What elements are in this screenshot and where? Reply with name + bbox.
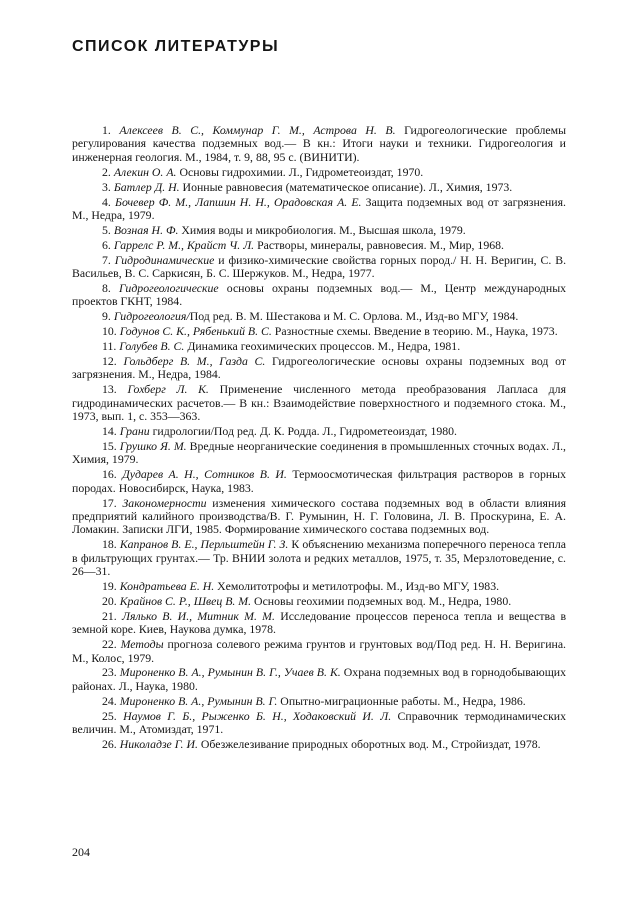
- reference-item: 14. Грани гидрологии/Под ред. Д. К. Родда. Л., Гидрометеоиздат, 1980.: [102, 424, 458, 439]
- reference-item: 9. Гидрогеология/Под ред. В. М. Шестакова и М. С. Орлова. М., Изд-во МГУ, 1984.: [102, 309, 519, 324]
- reference-item: 7. Гидродинамические и физико-химические свойства горных пород./ Н. Н. Веригин, С. В. Васильев, В. С. Саркисян, Б. С. Шержуков. М., Недра, 1977.: [72, 252, 567, 281]
- page-number: 204: [72, 845, 90, 859]
- reference-item: 19. Кондратьева Е. Н. Хемолитотрофы и метилотрофы. М., Изд-во МГУ, 1983.: [102, 579, 500, 593]
- reference-item: 2. Алекин О. А. Основы гидрохимии. Л., Гидрометеоиздат, 1970.: [102, 164, 424, 179]
- reference-item: 25. Наумов Г. Б., Рыженко Б. Н., Ходаковский И. Л. Справочник термодинамических величин. М., Атомиздат, 1971.: [72, 708, 567, 737]
- reference-item: 15. Грушко Я. М. Вредные неорганические соединения в промышленных сточных водах. Л., Химия, 1979.: [72, 438, 566, 467]
- reference-item: 3. Батлер Д. Н. Ионные равновесия (математическое описание). Л., Химия, 1973.: [102, 179, 513, 194]
- reference-item: 23. Мироненко В. А., Румынин В. Г., Учаев В. К. Охрана подземных вод в горнодобывающих районах. Л., Наука, 1980.: [72, 665, 566, 693]
- reference-list: [72, 124, 566, 753]
- page-title: СПИСОК ЛИТЕРАТУРЫ: [72, 38, 280, 55]
- reference-item: 4. Бочевер Ф. М., Лапшин Н. Н., Орадовская А. Е. Защита подземных вод от загрязнения. М., Недра, 1979.: [72, 194, 566, 222]
- reference-item: 22. Методы прогноза солевого режима грунтов и грунтовых вод/Под ред. Н. Н. Веригина. М., Колос, 1979.: [72, 637, 567, 665]
- reference-item: 1. Алексеев В. С., Коммунар Г. М., Астрова Н. В. Гидрогеологические проблемы регулирования качества подземных вод.— В кн.: Итоги науки и техники. Гидрогеология и инженерная геология. М., 1984, т. 9, 88, 95 с. (ВИНИТИ).: [72, 123, 566, 164]
- reference-item: 20. Крайнов С. Р., Швец В. М. Основы геохимии подземных вод. М., Недра, 1980.: [102, 593, 512, 608]
- reference-item: 5. Возная Н. Ф. Химия воды и микробиология. М., Высшая школа, 1979.: [102, 222, 466, 237]
- reference-item: 17. Закономерности изменения химического состава подземных вод в области влияния предприятий калийного производства/В. Г. Румынин, Н. Г. Головина, Л. В. Проскурина, Е. А. Ломакин. Записки ЛГИ, 1985. Формирование химического состава подземных вод.: [72, 495, 567, 537]
- reference-item: 12. Гольдберг В. М., Газда С. Гидрогеологические основы охраны подземных вод от загрязнения. М., Недра, 1984.: [72, 354, 566, 382]
- reference-item: 18. Капранов В. Е., Перльштейн Г. З. К объяснению механизма поперечного переноса тепла в фильтрующих грунтах.— Тр. ВНИИ золота и редких металлов, 1975, т. 35, Мерзлотоведение, с. 26—31.: [72, 537, 566, 579]
- reference-item: 6. Гаррелс Р. М., Крайст Ч. Л. Растворы, минералы, равновесия. М., Мир, 1968.: [102, 237, 504, 252]
- reference-item: 16. Дударев А. Н., Сотников В. И. Термоосмотическая фильтрация растворов в горных породах. Новосибирск, Наука, 1983.: [72, 467, 566, 495]
- reference-item: 26. Николадзе Г. И. Обезжелезивание природных оборотных вод. М., Стройиздат, 1978.: [102, 736, 541, 751]
- reference-item: 13. Гохберг Л. К. Применение численного метода преобразования Лапласа для гидродинамических расчетов.— В кн.: Взаимодействие поверхностного и подземного стока. М., 1973, вып. 1, с. 353—363.: [72, 382, 566, 424]
- reference-item: 21. Лялько В. И., Митник М. М. Исследование процессов переноса тепла и вещества в земной коре. Киев, Наукова думка, 1978.: [72, 608, 567, 637]
- reference-item: 8. Гидрогеологические основы охраны подземных вод.— М., Центр международных проектов ГКНТ, 1984.: [72, 280, 567, 309]
- reference-item: 24. Мироненко В. А., Румынин В. Г. Опытно-миграционные работы. М., Недра, 1986.: [102, 693, 526, 708]
- reference-item: 10. Годунов С. К., Рябенький В. С. Разностные схемы. Введение в теорию. М., Наука, 1973.: [102, 324, 558, 339]
- reference-item: 11. Голубев В. С. Динамика геохимических процессов. М., Недра, 1981.: [102, 339, 461, 354]
